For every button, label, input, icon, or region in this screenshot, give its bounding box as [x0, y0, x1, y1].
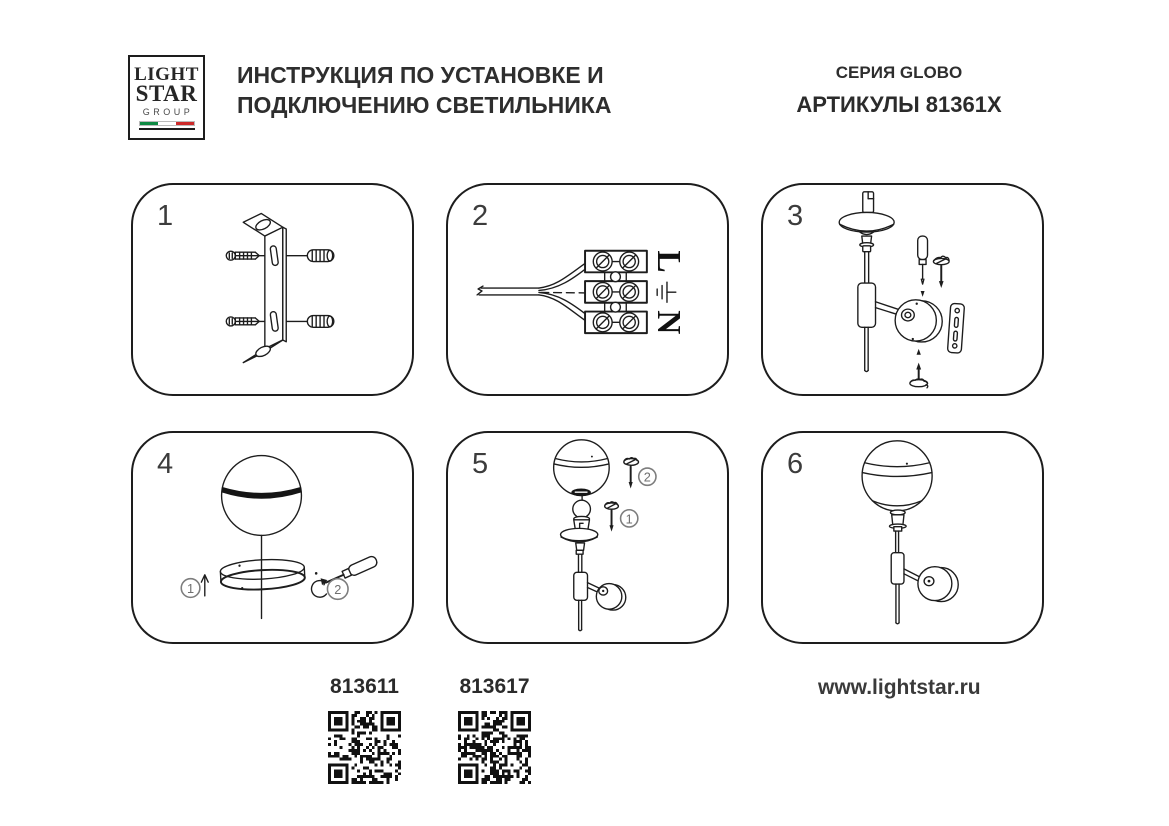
step-panel-1	[131, 183, 414, 396]
lamp-body	[839, 192, 908, 372]
supply-cable	[477, 286, 539, 295]
article-code-813611: 813611	[330, 675, 399, 698]
marker-1	[181, 579, 200, 598]
step-number-1: 1	[157, 200, 174, 232]
fixing-screw-1	[605, 502, 619, 532]
fixing-screw-top	[933, 256, 949, 288]
step-number-6: 6	[787, 448, 804, 480]
step-panel-6	[761, 431, 1044, 644]
screwdriver-icon	[918, 236, 928, 297]
step-number-5: 5	[472, 448, 489, 480]
fixing-screw-bottom	[910, 349, 928, 388]
step-number-4: 4	[157, 448, 174, 480]
qr-code-article-2	[458, 711, 531, 784]
page-title	[237, 60, 611, 120]
screw-dot	[315, 572, 318, 575]
step2-diagram-wiring	[448, 185, 727, 394]
lamp-body	[889, 510, 958, 624]
step-number-3: 3	[787, 200, 804, 232]
bracket-plate	[243, 213, 286, 362]
fixing-ring	[220, 558, 305, 592]
fixing-screw-2	[624, 458, 639, 489]
marker-1-label: 1	[187, 581, 195, 597]
wall-plug-top	[307, 250, 333, 262]
step5-diagram-globe-assembly	[448, 433, 727, 642]
rotate-arrow	[311, 578, 327, 597]
marker-1	[621, 510, 638, 527]
title-line-2: ПОДКЛЮЧЕНИЮ СВЕТИЛЬНИКА	[237, 92, 612, 118]
flag-green	[140, 122, 158, 125]
lightstar-logo	[128, 55, 205, 140]
step4-diagram-globe-ring	[133, 433, 412, 642]
lamp-body	[561, 528, 626, 630]
article-code-813617: 813617	[459, 675, 530, 698]
insert-arrow	[201, 575, 208, 596]
flag-white	[158, 122, 176, 125]
marker-1-label: 1	[625, 511, 633, 527]
series-block	[753, 63, 1045, 118]
step-number-2: 2	[472, 200, 489, 232]
title-line-1: ИНСТРУКЦИЯ ПО УСТАНОВКЕ И	[237, 62, 604, 88]
glass-globe	[862, 441, 932, 511]
lamp-socket	[573, 496, 591, 529]
series-name: СЕРИЯ GLOBO	[835, 63, 963, 82]
marker-2	[639, 468, 656, 485]
logo-text-group: GROUP	[142, 107, 194, 117]
step-panel-4	[131, 431, 414, 644]
earth-ground-icon	[657, 282, 676, 302]
marker-2-label: 2	[334, 582, 342, 598]
step1-diagram-mounting-bracket	[133, 185, 412, 394]
line-terminal-label: L	[649, 250, 687, 273]
step3-diagram-body-mounting	[763, 185, 1042, 394]
marker-2-label: 2	[643, 469, 651, 485]
wall-plate	[895, 300, 942, 342]
logo-text-light: LIGHT	[134, 64, 199, 85]
neutral-terminal-label: N	[649, 310, 687, 335]
marker-2	[327, 579, 348, 600]
wall-plug-bottom	[307, 316, 333, 328]
step-panel-3	[761, 183, 1044, 396]
articles-code: АРТИКУЛЫ 81361X	[796, 92, 1002, 117]
website-url: www.lightstar.ru	[818, 676, 981, 699]
italian-flag-stripe	[139, 121, 195, 126]
logo-underline	[139, 128, 195, 130]
wires	[539, 263, 588, 320]
step-panel-5	[446, 431, 729, 644]
step-panel-2	[446, 183, 729, 396]
qr-code-article-1	[328, 711, 401, 784]
cover-bracket	[947, 303, 964, 353]
glass-globe	[222, 456, 302, 536]
flag-red	[176, 122, 194, 125]
step6-diagram-assembled-lamp	[763, 433, 1042, 642]
glass-globe	[554, 440, 610, 496]
logo-text-star: STAR	[135, 81, 198, 106]
